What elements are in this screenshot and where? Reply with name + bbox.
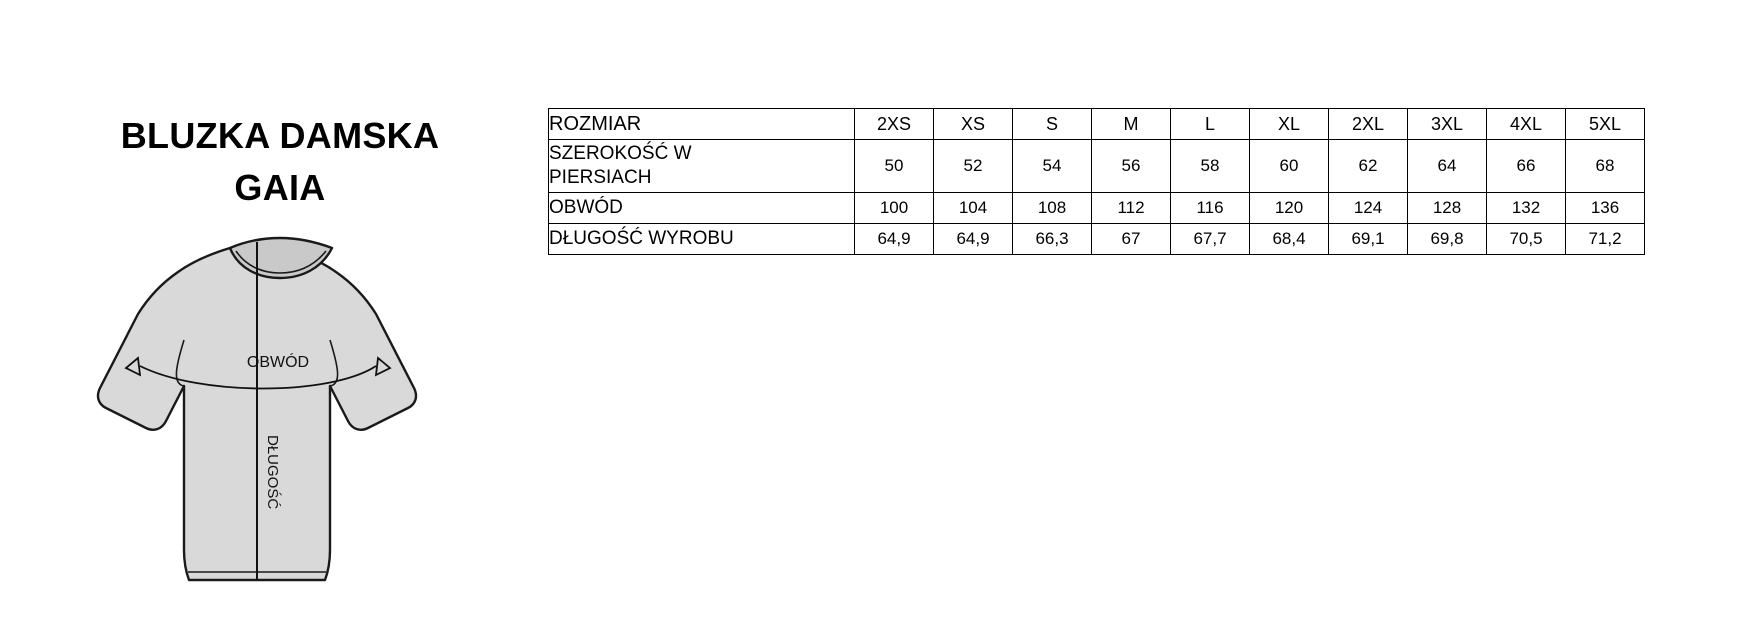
cell-obwod-l: 116 [1171, 193, 1250, 224]
cell-dlugosc-4xl: 70,5 [1487, 224, 1566, 255]
cell-obwod-3xl: 128 [1408, 193, 1487, 224]
cell-dlugosc-5xl: 71,2 [1566, 224, 1645, 255]
row-label-obwod: OBWÓD [549, 193, 855, 224]
table-row [549, 224, 1645, 255]
chest-measure-label: OBWÓD [246, 354, 310, 371]
table-header-size-xl: XL [1250, 109, 1329, 140]
cell-obwod-s: 108 [1013, 193, 1092, 224]
size-table-body [549, 140, 1645, 255]
cell-dlugosc-2xl: 69,1 [1329, 224, 1408, 255]
cell-obwod-5xl: 136 [1566, 193, 1645, 224]
cell-obwod-xs: 104 [934, 193, 1013, 224]
cell-szerokosc-s: 54 [1013, 140, 1092, 193]
table-row [549, 140, 1645, 193]
page-title-line2: GAIA [234, 167, 326, 209]
cell-szerokosc-l: 58 [1171, 140, 1250, 193]
table-header-size-4xl: 4XL [1487, 109, 1566, 140]
cell-szerokosc-5xl: 68 [1566, 140, 1645, 193]
table-header-size-3xl: 3XL [1408, 109, 1487, 140]
cell-szerokosc-4xl: 66 [1487, 140, 1566, 193]
cell-dlugosc-xs: 64,9 [934, 224, 1013, 255]
cell-dlugosc-xl: 68,4 [1250, 224, 1329, 255]
cell-dlugosc-l: 67,7 [1171, 224, 1250, 255]
size-table-head [549, 109, 1645, 140]
cell-obwod-4xl: 132 [1487, 193, 1566, 224]
table-header-size-5xl: 5XL [1566, 109, 1645, 140]
cell-dlugosc-2xs: 64,9 [855, 224, 934, 255]
row-label-dlugosc-wyrobu: DŁUGOŚĆ WYROBU [549, 224, 855, 255]
cell-obwod-2xl: 124 [1329, 193, 1408, 224]
table-header-size-s: S [1013, 109, 1092, 140]
cell-szerokosc-xs: 52 [934, 140, 1013, 193]
table-header-size-m: M [1092, 109, 1171, 140]
table-header-row [549, 109, 1645, 140]
tshirt-diagram [80, 220, 480, 600]
size-table-container [548, 108, 1645, 255]
table-header-size-2xs: 2XS [855, 109, 934, 140]
table-row [549, 193, 1645, 224]
page-title [60, 110, 500, 214]
cell-szerokosc-2xl: 62 [1329, 140, 1408, 193]
cell-dlugosc-s: 66,3 [1013, 224, 1092, 255]
cell-obwod-2xs: 100 [855, 193, 934, 224]
row-label-line2: PIERSIACH [549, 167, 652, 188]
row-label-szerokosc-w-piersiach [549, 140, 855, 193]
table-header-size-l: L [1171, 109, 1250, 140]
size-table [548, 108, 1645, 255]
product-panel [60, 80, 500, 600]
cell-obwod-xl: 120 [1250, 193, 1329, 224]
table-header-rozmiar: ROZMIAR [549, 109, 855, 140]
row-label-line1: SZEROKOŚĆ W [549, 143, 692, 165]
cell-szerokosc-xl: 60 [1250, 140, 1329, 193]
cell-szerokosc-m: 56 [1092, 140, 1171, 193]
cell-obwod-m: 112 [1092, 193, 1171, 224]
cell-dlugosc-3xl: 69,8 [1408, 224, 1487, 255]
cell-dlugosc-m: 67 [1092, 224, 1171, 255]
table-header-size-xs: XS [934, 109, 1013, 140]
table-header-size-2xl: 2XL [1329, 109, 1408, 140]
length-measure-label: DŁUGOŚĆ [264, 435, 281, 510]
cell-szerokosc-3xl: 64 [1408, 140, 1487, 193]
cell-szerokosc-2xs: 50 [855, 140, 934, 193]
page-title-line1: BLUZKA DAMSKA [120, 115, 440, 156]
